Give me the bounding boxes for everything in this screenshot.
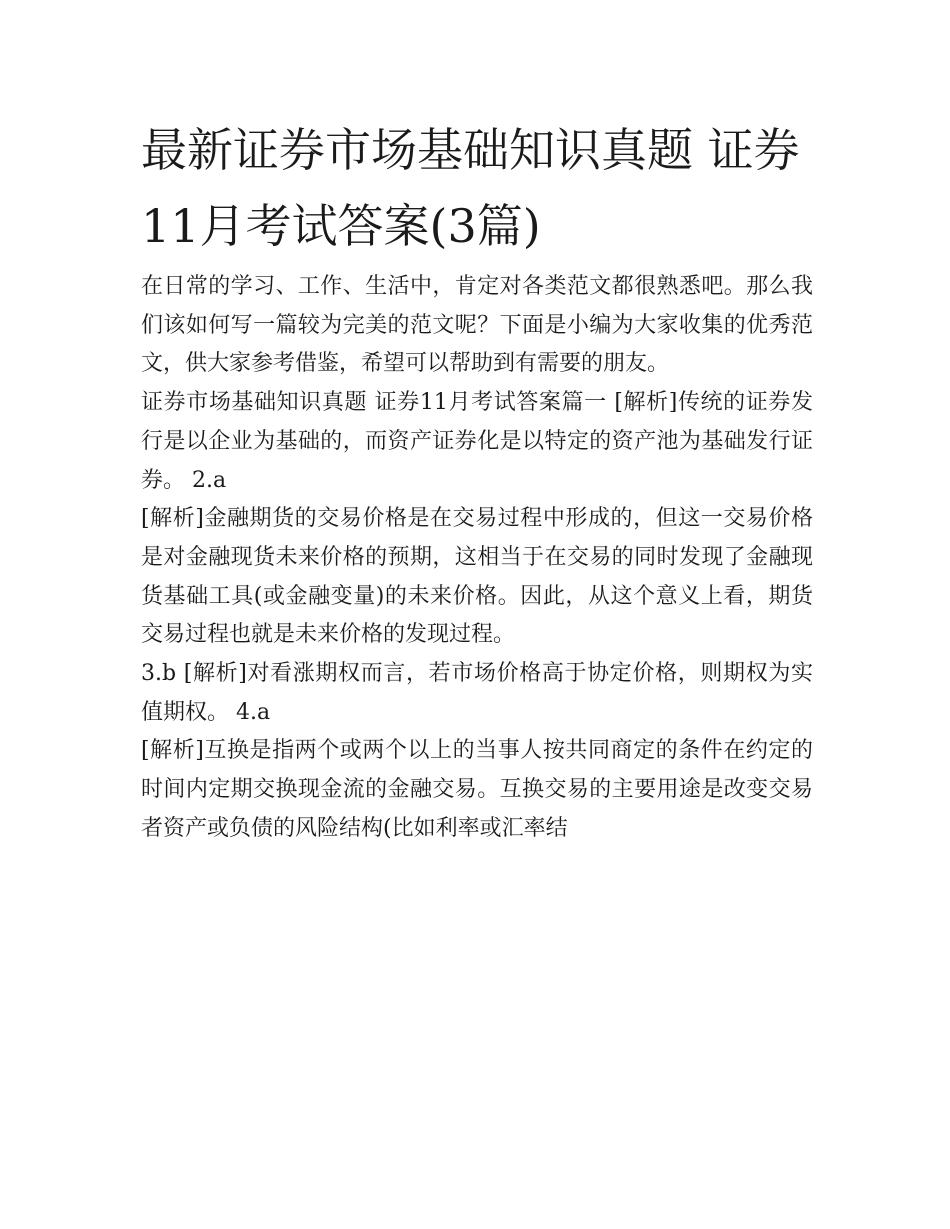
paragraph-answer-1: 证券市场基础知识真题 证券11月考试答案篇一 [解析]传统的证券发行是以企业为基础的，而资产证券化是以特定的资产池为基础发行证券。 2.a <box>141 390 813 493</box>
paragraph-answer-2: [解析]金融期货的交易价格是在交易过程中形成的，但这一交易价格是对金融现货未来价格的预期，这相当于在交易的同时发现了金融现货基础工具(或金融变量)的未来价格。因此，从这个意义上看，期货交易过程也就是未来价格的发现过程。 <box>141 506 813 648</box>
document-body <box>141 268 813 849</box>
paragraph-answer-5: [解析]互换是指两个或两个以上的当事人按共同商定的条件在约定的时间内定期交换现金流的金融交易。互换交易的主要用途是改变交易者资产或负债的风险结构(比如利率或汇率结 <box>141 738 813 841</box>
paragraph-answer-3: 3.b [解析]对看涨期权而言，若市场价格高于协定价格，则期权为实值期权。 4.a <box>141 661 813 725</box>
paragraph-intro: 在日常的学习、工作、生活中，肯定对各类范文都很熟悉吧。那么我们该如何写一篇较为完美的范文呢？下面是小编为大家收集的优秀范文，供大家参考借鉴，希望可以帮助到有需要的朋友。 <box>141 274 813 377</box>
document-content <box>141 112 813 849</box>
document-title: 最新证券市场基础知识真题 证券11月考试答案(3篇) <box>141 123 800 253</box>
